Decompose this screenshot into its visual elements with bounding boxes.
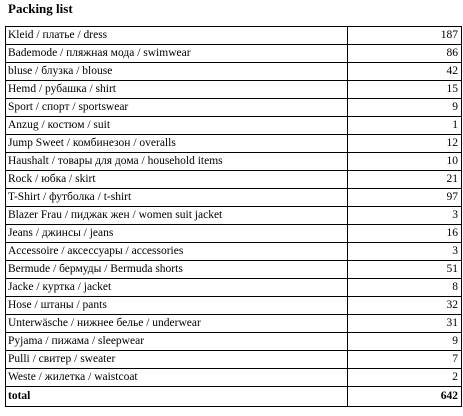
item-quantity-cell: 16 (348, 225, 462, 243)
item-quantity-cell: 9 (348, 333, 462, 351)
item-name-cell: Bademode / пляжная мода / swimwear (6, 45, 348, 63)
table-row (6, 45, 462, 63)
item-name-cell: T-Shirt / футболка / t-shirt (6, 189, 348, 207)
item-name-cell: Pyjama / пижама / sleepwear (6, 333, 348, 351)
total-quantity-cell: 642 (348, 387, 462, 407)
item-quantity-cell: 2 (348, 369, 462, 387)
item-quantity-cell: 1 (348, 117, 462, 135)
table-row (6, 333, 462, 351)
packing-list-table (5, 26, 462, 407)
table-row (6, 81, 462, 99)
item-name-cell: Weste / жилетка / waistcoat (6, 369, 348, 387)
item-name-cell: Jacke / куртка / jacket (6, 279, 348, 297)
item-name-cell: Pulli / свитер / sweater (6, 351, 348, 369)
item-quantity-cell: 42 (348, 63, 462, 81)
table-row (6, 279, 462, 297)
total-label-cell: total (6, 387, 348, 407)
table-row (6, 117, 462, 135)
item-quantity-cell: 10 (348, 153, 462, 171)
item-quantity-cell: 32 (348, 297, 462, 315)
table-row (6, 261, 462, 279)
table-row (6, 189, 462, 207)
item-quantity-cell: 187 (348, 27, 462, 45)
item-name-cell: bluse / блузка / blouse (6, 63, 348, 81)
item-name-cell: Unterwäsche / нижнее белье / underwear (6, 315, 348, 333)
item-name-cell: Haushalt / товары для дома / household items (6, 153, 348, 171)
item-quantity-cell: 8 (348, 279, 462, 297)
item-quantity-cell: 31 (348, 315, 462, 333)
item-quantity-cell: 12 (348, 135, 462, 153)
item-quantity-cell: 3 (348, 207, 462, 225)
table-row (6, 99, 462, 117)
item-name-cell: Jeans / джинсы / jeans (6, 225, 348, 243)
table-row (6, 63, 462, 81)
table-row (6, 297, 462, 315)
table-row (6, 153, 462, 171)
item-quantity-cell: 7 (348, 351, 462, 369)
table-row (6, 207, 462, 225)
table-row (6, 135, 462, 153)
item-quantity-cell: 15 (348, 81, 462, 99)
total-row (6, 387, 462, 407)
table-row (6, 171, 462, 189)
item-name-cell: Rock / юбка / skirt (6, 171, 348, 189)
item-quantity-cell: 51 (348, 261, 462, 279)
table-row (6, 315, 462, 333)
item-name-cell: Blazer Frau / пиджак жен / women suit jacket (6, 207, 348, 225)
table-row (6, 225, 462, 243)
table-row (6, 27, 462, 45)
item-name-cell: Kleid / платье / dress (6, 27, 348, 45)
packing-list-body (6, 27, 462, 407)
item-name-cell: Accessoire / аксессуары / accessories (6, 243, 348, 261)
item-quantity-cell: 86 (348, 45, 462, 63)
item-name-cell: Hose / штаны / pants (6, 297, 348, 315)
item-name-cell: Bermude / бермуды / Bermuda shorts (6, 261, 348, 279)
item-name-cell: Jump Sweet / комбинезон / overalls (6, 135, 348, 153)
page-title: Packing list (8, 1, 73, 16)
table-row (6, 369, 462, 387)
item-name-cell: Anzug / костюм / suit (6, 117, 348, 135)
item-quantity-cell: 9 (348, 99, 462, 117)
table-row (6, 351, 462, 369)
table-row (6, 243, 462, 261)
item-name-cell: Sport / спорт / sportswear (6, 99, 348, 117)
item-quantity-cell: 21 (348, 171, 462, 189)
item-quantity-cell: 97 (348, 189, 462, 207)
item-name-cell: Hemd / рубашка / shirt (6, 81, 348, 99)
item-quantity-cell: 3 (348, 243, 462, 261)
